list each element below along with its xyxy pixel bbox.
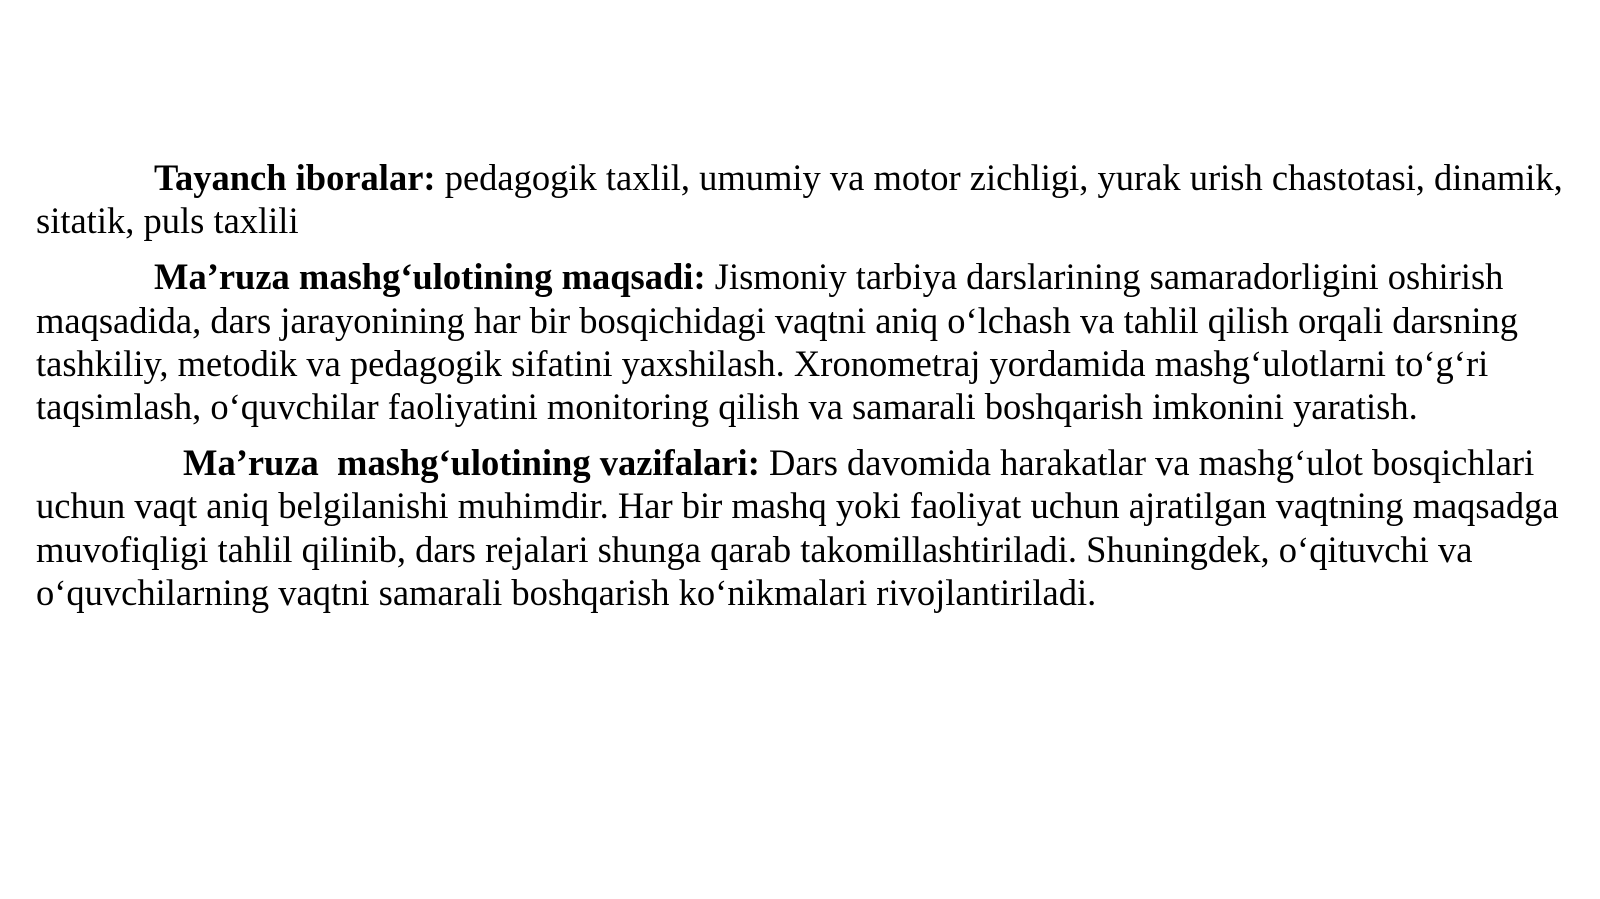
lecture-tasks-text: Dars davomida harakatlar va mashg‘ulot bosqichlari uchun vaqt aniq belgilanishi muhimdir. Har bir mashq yoki faoliyat uchun ajratilgan vaqtning maqsadga muvofiqligi tahlil qilinib, dars rejalari shunga qarab takomillashtiriladi. Shuningdek, o‘qituvchi va o‘quvchilarning vaqtni samarali boshqarish ko‘nikmalari rivojlantiriladi. [36, 442, 1559, 613]
lecture-tasks-paragraph [36, 441, 1566, 614]
key-terms-text: pedagogik taxlil, umumiy va motor zichligi, yurak urish chastotasi, dinamik, sitatik, puls taxlili [36, 157, 1563, 242]
text-content [36, 156, 1566, 614]
key-terms-label: Tayanch iboralar: [154, 157, 436, 198]
lecture-goal-text: Jismoniy tarbiya darslarining samaradorligini oshirish maqsadida, dars jarayonining har bir bosqichidagi vaqtni aniq o‘lchash va tahlil qilish orqali darsning tashkiliy, metodik va pedagogik sifatini yaxshilash. Xronometraj yordamida mashg‘ulotlarni to‘g‘ri taqsimlash, o‘quvchilar faoliyatini monitoring qilish va samarali boshqarish imkonini yaratish. [36, 256, 1518, 428]
lecture-goal-label: Ma’ruza mashg‘ulotining maqsadi: [154, 256, 706, 298]
key-terms-paragraph [36, 156, 1566, 242]
lecture-tasks-label: Ma’ruza mashg‘ulotining vazifalari: [183, 442, 760, 484]
lecture-goal-paragraph [36, 255, 1566, 428]
